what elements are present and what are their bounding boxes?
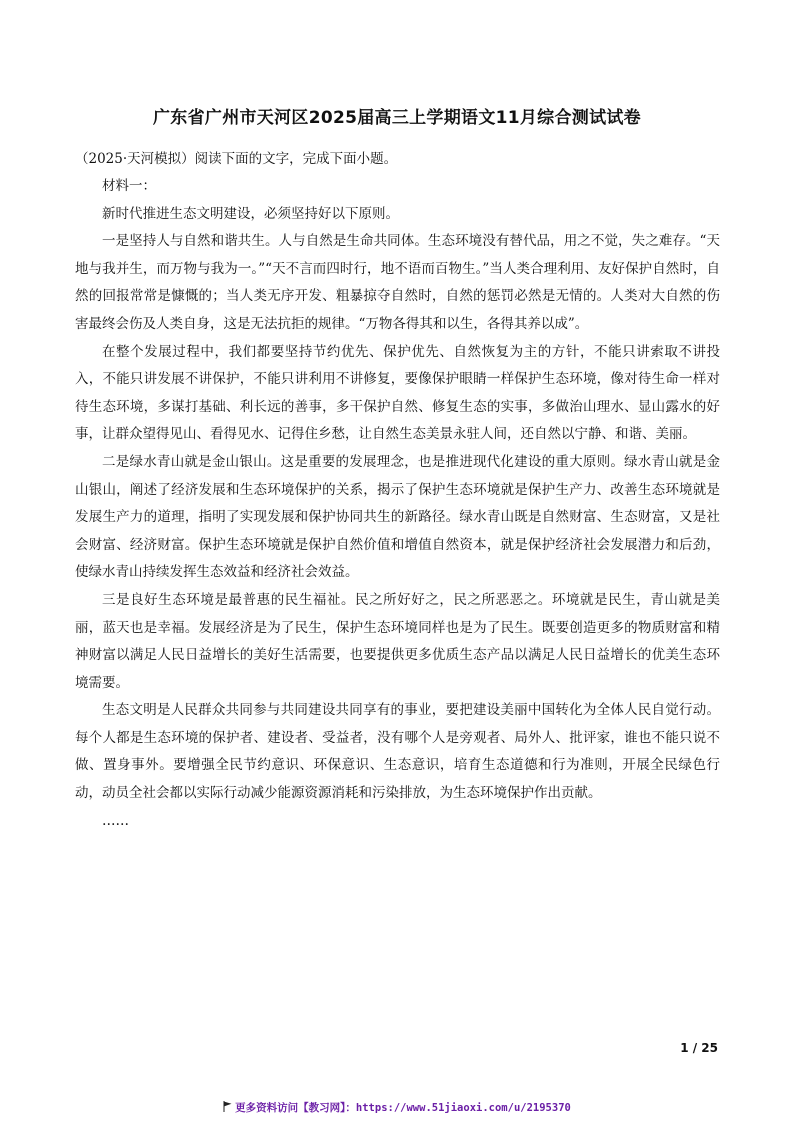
source-line: （2025·天河模拟）阅读下面的文字，完成下面小题。 (75, 151, 398, 167)
paragraph: 新时代推进生态文明建设，必须坚持好以下原则。 (102, 205, 399, 222)
footer-link[interactable] (0, 1100, 794, 1115)
flag-icon (223, 1101, 232, 1112)
paragraph: 生态文明是人民群众共同参与共同建设共同享有的事业，要把建设美丽中国转化为全体人民自觉行动。每个人都是生态环境的保护者、建设者、受益者，没有哪个人是旁观者、局外人、批评家，谁也不能只说不做、置身事外。要增强全民节约意识、环保意识、生态意识，培育生态道德和行为准则，开展全民绿色行动，动员全社会都以实际行动减少能源资源消耗和污染排放，为生态环境保护作出贡献。 (75, 702, 720, 802)
paragraph: 三是良好生态环境是最普惠的民生福祉。民之所好好之，民之所恶恶之。环境就是民生，青山就是美丽，蓝天也是幸福。发展经济是为了民生，保护生态环境同样也是为了民生。既要创造更多的物质财富和精神财富以满足人民日益增长的美好生活需要，也要提供更多优质生态产品以满足人民日益增长的优美生态环境需要。 (75, 591, 720, 691)
paragraph: 二是绿水青山就是金山银山。这是重要的发展理念，也是推进现代化建设的重大原则。绿水青山就是金山银山，阐述了经济发展和生态环境保护的关系，揭示了保护生态环境就是保护生产力、改善生态环境就是发展生产力的道理，指明了实现发展和保护协同共生的新路径。绿水青山既是自然财富、生态财富，又是社会财富、经济财富。保护生态环境就是保护自然价值和增值自然资本，就是保护经济社会发展潜力和后劲，使绿水青山持续发挥生态效益和经济社会效益。 (75, 453, 720, 581)
document-body (75, 173, 720, 835)
paragraph: 材料一： (102, 178, 156, 194)
paragraph: …… (102, 812, 129, 829)
paragraph: 一是坚持人与自然和谐共生。人与自然是生命共同体。生态环境没有替代品，用之不觉，失之难存。“天地与我并生，而万物与我为一。”“天不言而四时行，地不语而百物生。”当人类合理利用、友好保护自然时，自然的回报常常是慷慨的；当人类无序开发、粗暴掠夺自然时，自然的惩罚必然是无情的。人类对大自然的伤害最终会伤及人类自身，这是无法抗拒的规律。“万物各得其和以生，各得其养以成”。 (75, 233, 720, 332)
document-title: 广东省广州市天河区2025届高三上学期语文11月综合测试试卷 (153, 108, 641, 128)
paragraph: 在整个发展过程中，我们都要坚持节约优先、保护优先、自然恢复为主的方针，不能只讲索取不讲投入，不能只讲发展不讲保护，不能只讲利用不讲修复，要像保护眼睛一样保护生态环境，像对待生命一样对待生态环境，多谋打基础、利长远的善事，多干保护自然、修复生态的实事，多做治山理水、显山露水的好事，让群众望得见山、看得见水、记得住乡愁，让自然生态美景永驻人间，还自然以宁静、和谐、美丽。 (75, 343, 720, 443)
page-number: 1 / 25 (680, 1041, 718, 1055)
footer-text[interactable]: 更多资料访问【教习网】：https://www.51jiaoxi.com/u/2195370 (235, 1102, 571, 1114)
